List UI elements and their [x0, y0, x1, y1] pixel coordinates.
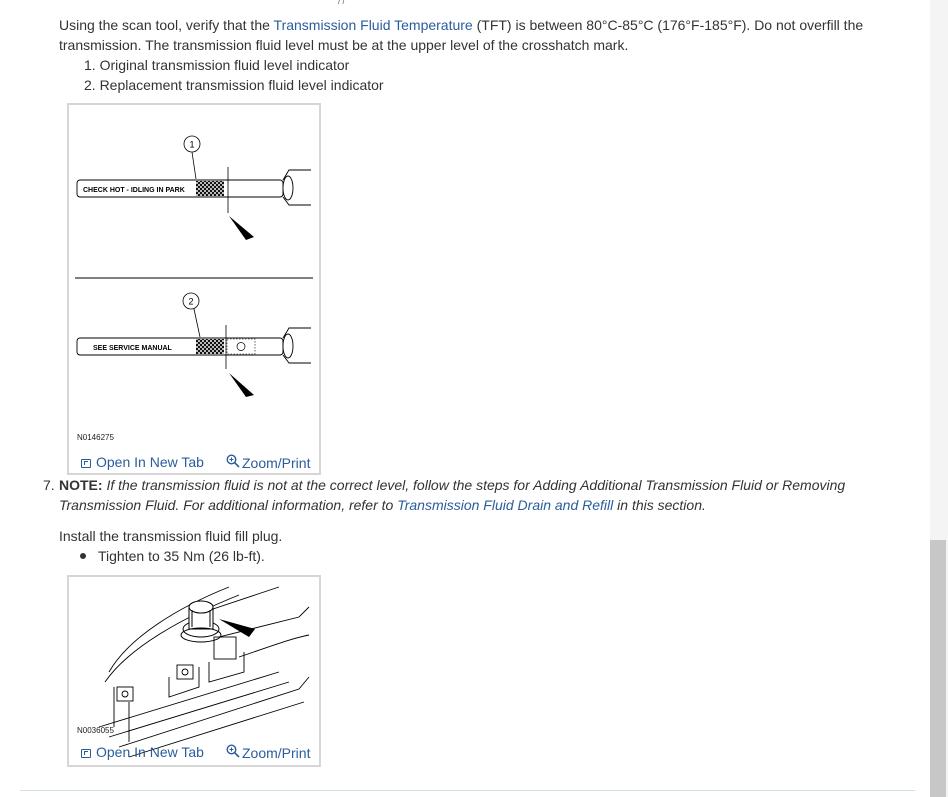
zoom-print-label: Zoom/Print	[242, 455, 311, 471]
torque-bullet	[80, 546, 265, 566]
fill-plug-illustration	[69, 577, 319, 765]
bullet-icon	[80, 553, 86, 559]
torque-text: Tighten to 35 Nm (26 lb-ft).	[98, 548, 265, 564]
note-text: If the transmission fluid is not at the correct level, follow the steps for Adding Additional Transmission Fluid or Removing Transmission Fluid. For additional information, refer to	[59, 477, 846, 513]
figure-actions	[69, 743, 319, 765]
dipstick-label-2: SEE SERVICE MANUAL	[93, 345, 172, 352]
section-divider	[20, 790, 915, 791]
drain-refill-link[interactable]: Transmission Fluid Drain and Refill	[397, 497, 614, 513]
open-new-tab-link[interactable]	[81, 454, 204, 470]
list-item: 1. Original transmission fluid level indicator	[84, 57, 350, 73]
open-tab-icon	[81, 749, 91, 758]
zoom-print-link[interactable]	[226, 454, 310, 471]
open-tab-label: Open In New Tab	[96, 744, 204, 760]
indicator-list	[84, 55, 384, 95]
zoom-print-link[interactable]	[226, 744, 310, 761]
figure-dipstick	[67, 103, 321, 475]
list-item: 2. Replacement transmission fluid level indicator	[84, 77, 384, 93]
scrollbar-thumb[interactable]	[930, 540, 946, 797]
figure-code: N0036055	[77, 726, 114, 735]
tft-link[interactable]: Transmission Fluid Temperature	[273, 17, 473, 33]
note-text-end: in this section.	[613, 497, 706, 513]
zoom-print-label: Zoom/Print	[242, 745, 311, 761]
intro-paragraph	[59, 15, 899, 55]
callout-2: 2	[188, 296, 194, 307]
dipstick-illustration	[69, 105, 319, 473]
figure-actions	[69, 453, 319, 475]
intro-text-end: (TFT) is between 80°C-85°C (176°F-185°F). Do not overfill the transmission. The transmission fluid level must be at the upper level of the crosshatch mark.	[59, 17, 864, 53]
magnifier-icon	[226, 744, 240, 758]
open-tab-label: Open In New Tab	[96, 454, 204, 470]
figure-fill-plug	[67, 575, 321, 767]
intro-text: Using the scan tool, verify that the	[59, 17, 274, 33]
figure-code: N0146275	[77, 433, 114, 442]
step-number: 7.	[43, 477, 55, 493]
magnifier-icon	[226, 454, 240, 468]
clipped-previous-content: / /	[338, 0, 345, 6]
note-label: NOTE:	[59, 477, 103, 493]
open-new-tab-link[interactable]	[81, 744, 204, 760]
step-7-note	[59, 475, 879, 515]
callout-1: 1	[189, 139, 195, 150]
open-tab-icon	[81, 459, 91, 468]
dipstick-label-1: CHECK HOT - IDLING IN PARK	[83, 187, 185, 194]
install-instruction: Install the transmission fluid fill plug.	[59, 528, 283, 544]
